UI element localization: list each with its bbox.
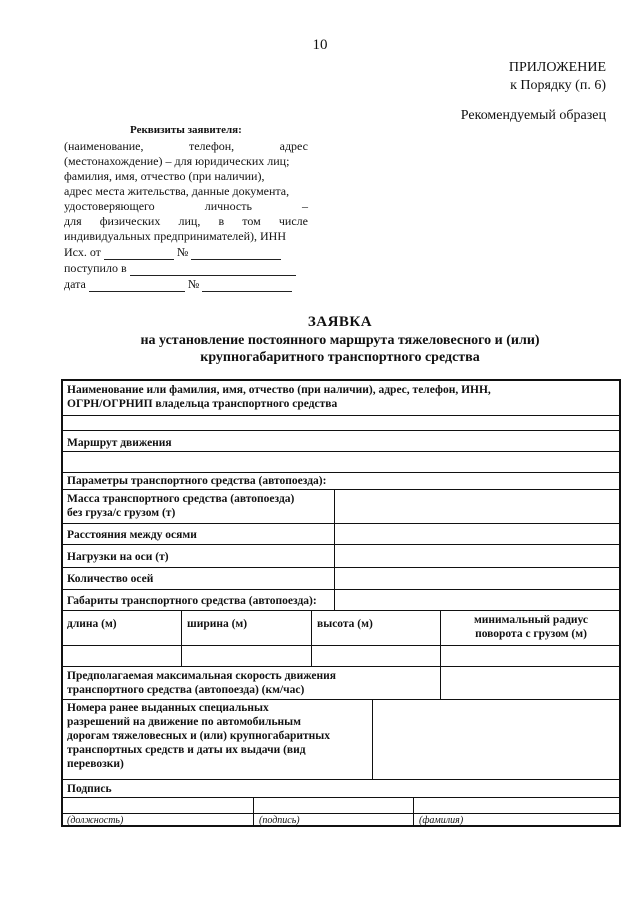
received-row xyxy=(64,261,308,276)
received-field[interactable] xyxy=(130,263,296,276)
axle-distance-label: Расстояния между осями xyxy=(67,529,197,541)
surname-caption: (фамилия) xyxy=(419,815,464,826)
signature-label: Подпись xyxy=(67,783,112,795)
date-field[interactable] xyxy=(89,279,185,292)
outgoing-row xyxy=(64,245,308,260)
axle-count-label: Количество осей xyxy=(67,573,154,585)
outgoing-label: Исх. от xyxy=(64,245,101,259)
received-label: поступило в xyxy=(64,261,127,275)
outgoing-number-field[interactable] xyxy=(191,247,281,260)
axle-load-label: Нагрузки на оси (т) xyxy=(67,551,169,563)
requisites-line: адрес места жительства, данные документа, xyxy=(64,184,290,198)
width-label: ширина (м) xyxy=(187,618,248,630)
appendix-title: ПРИЛОЖЕНИЕ xyxy=(508,60,606,75)
document-subtitle-line2: крупногабаритного транспортного средства xyxy=(200,350,480,365)
route-label: Маршрут движения xyxy=(67,437,172,449)
position-caption: (должность) xyxy=(67,815,124,826)
speed-label: Предполагаемая максимальная скорость движения транспортного средства (автопоезда) (км/час) xyxy=(67,670,337,696)
turn-radius-label: минимальный радиус поворота с грузом (м) xyxy=(473,614,589,640)
length-label: длина (м) xyxy=(67,618,117,630)
requisites-line: удостоверяющего личность – xyxy=(64,199,308,213)
appendix-reference: к Порядку (п. 6) xyxy=(510,78,606,93)
permits-label: Номера ранее выданных специальных разрешений на движение по автомобильным дорогам тяжеловесных и (или) крупногабаритных транспортных средств и даты их выдачи (вид перевозки) xyxy=(67,702,330,770)
requisites-line: фамилия, имя, отчество (при наличии), xyxy=(64,169,265,183)
requisites-line: (местонахождение) – для юридических лиц; xyxy=(64,154,290,168)
requisites-line: (наименование, телефон, адрес xyxy=(64,139,308,153)
requisites-line: для физических лиц, в том числе xyxy=(64,214,308,228)
document-title: ЗАЯВКА xyxy=(307,314,373,330)
requisites-line: индивидуальных предпринимателей), ИНН xyxy=(64,229,286,243)
sign-caption: (подпись) xyxy=(259,815,300,826)
requisites-title: Реквизиты заявителя: xyxy=(130,124,242,136)
sample-label: Рекомендуемый образец xyxy=(460,108,606,123)
dimensions-label: Габариты транспортного средства (автопоезда): xyxy=(67,595,317,607)
owner-label: Наименование или фамилия, имя, отчество (при наличии), адрес, телефон, ИНН, ОГРН/ОГРНИП владельца транспортного средства xyxy=(67,384,491,410)
number-sign: № xyxy=(176,245,189,259)
date-label: дата xyxy=(64,277,86,291)
outgoing-date-field[interactable] xyxy=(104,247,174,260)
number-sign: № xyxy=(187,277,200,291)
date-row xyxy=(64,277,308,292)
page-number: 10 xyxy=(312,37,328,53)
application-form xyxy=(61,379,621,827)
params-label: Параметры транспортного средства (автопоезда): xyxy=(67,475,327,487)
height-label: высота (м) xyxy=(317,618,373,630)
mass-label: Масса транспортного средства (автопоезда) без груза/с грузом (т) xyxy=(67,493,295,519)
date-number-field[interactable] xyxy=(202,279,292,292)
document-subtitle-line1: на установление постоянного маршрута тяжеловесного и (или) xyxy=(140,333,540,348)
